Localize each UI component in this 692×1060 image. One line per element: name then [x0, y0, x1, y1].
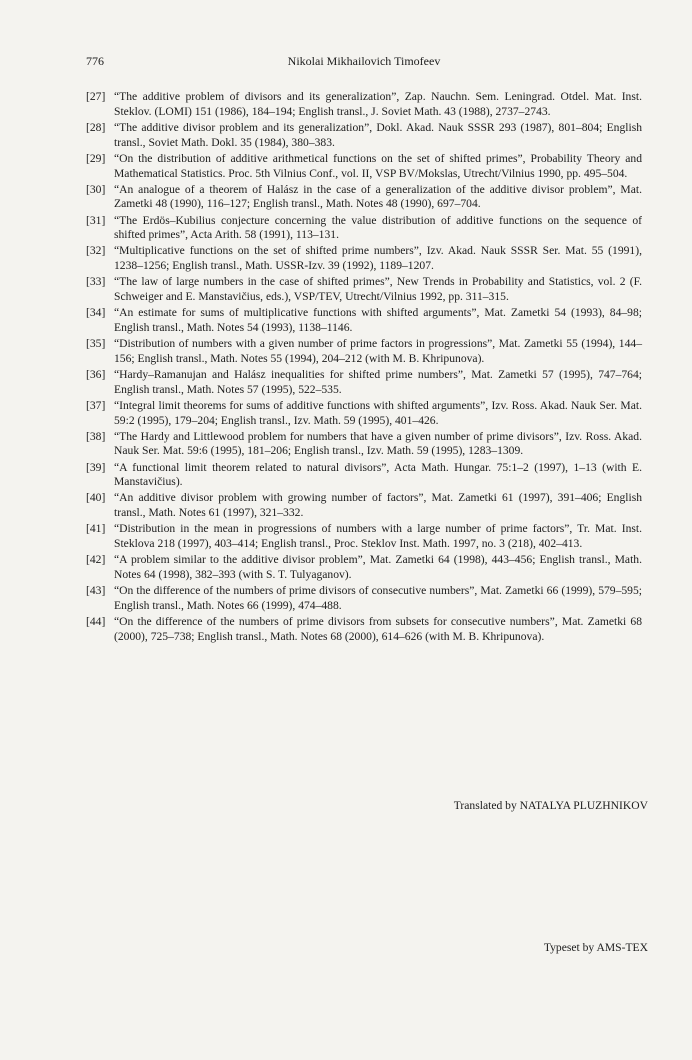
reference-number: [28] [86, 120, 106, 134]
reference-number: [30] [86, 182, 106, 196]
reference-number: [44] [86, 614, 106, 628]
reference-number: [43] [86, 584, 106, 597]
reference-number: [39] [86, 460, 106, 474]
reference-number: [29] [86, 151, 106, 165]
reference-item [86, 584, 642, 614]
reference-item [86, 152, 642, 182]
reference-text: “Hardy–Ramanujan and Halász inequalities for shifted prime numbers”, Mat. Zametki 57 (1995), 747–764; English transl., Math. Notes 57 (1995), 522–535. [114, 367, 642, 396]
reference-number: [32] [86, 244, 106, 258]
reference-item [86, 461, 642, 491]
page-header [86, 54, 642, 72]
reference-item [86, 306, 642, 336]
reference-number: [38] [86, 429, 106, 443]
reference-item [86, 337, 642, 367]
reference-number: [40] [86, 491, 106, 505]
reference-number: [31] [86, 213, 106, 227]
reference-item [86, 491, 642, 521]
reference-number: [34] [86, 306, 106, 320]
reference-text: “A problem similar to the additive divisor problem”, Mat. Zametki 64 (1998), 443–456; English transl., Math. Notes 64 (1998), 382–393 (with S. T. Tulyaganov). [114, 553, 642, 581]
reference-item [86, 275, 642, 305]
page-number: 776 [86, 54, 104, 68]
reference-text: “The additive problem of divisors and its generalization”, Zap. Nauchn. Sem. Leningrad. Otdel. Mat. Inst. Steklov. (LOMI) 151 (1986), 184–194; English transl., J. Soviet Math. 43 (1988), 2737–2743. [114, 90, 642, 118]
reference-item [86, 522, 642, 552]
reference-item [86, 183, 642, 213]
reference-text: “Distribution in the mean in progressions of numbers with a large number of prime factors”, Tr. Mat. Inst. Steklova 218 (1997), 403–414; English transl., Proc. Steklov Inst. Math. 1997, no. 3 (218), 402–413. [114, 522, 642, 551]
reference-text: “An estimate for sums of multiplicative functions with shifted arguments”, Mat. Zametki 54 (1993), 84–98; English transl., Math. Notes 54 (1993), 1138–1146. [114, 306, 642, 334]
reference-text: “On the distribution of additive arithmetical functions on the set of shifted primes”, Probability Theory and Mathematical Statistics. Proc. 5th Vilnius Conf., vol. II, VSP BV/Mokslas, Utrecht/Vilnius 1990, pp. 495–504. [114, 151, 642, 180]
reference-text: “The additive divisor problem and its generalization”, Dokl. Akad. Nauk SSSR 293 (1987), 801–804; English transl., Soviet Math. Dokl. 35 (1984), 380–383. [114, 120, 642, 149]
reference-item [86, 615, 642, 645]
reference-list [86, 90, 642, 646]
reference-text: “The Hardy and Littlewood problem for numbers that have a given number of prime divisors”, Izv. Ross. Akad. Nauk Ser. Mat. 59:6 (1995), 181–206; English transl., Izv. Math. 59 (1995), 1283–1309. [114, 429, 642, 458]
reference-text: “An analogue of a theorem of Halász in the case of a generalization of the additive divisor problem”, Mat. Zametki 48 (1990), 116–127; English transl., Math. Notes 48 (1990), 697–704. [114, 182, 642, 211]
reference-item [86, 121, 642, 151]
reference-text: “The Erdös–Kubilius conjecture concerning the value distribution of additive functions on the sequence of shifted primes”, Acta Arith. 58 (1991), 113–131. [114, 213, 642, 242]
translator-credit: Translated by NATALYA PLUZHNIKOV [453, 799, 648, 812]
reference-number: [35] [86, 337, 106, 350]
reference-number: [37] [86, 398, 106, 412]
reference-item [86, 368, 642, 398]
reference-item [86, 399, 642, 429]
reference-text: “The law of large numbers in the case of shifted primes”, New Trends in Probability and Statistics, vol. 2 (F. Schweiger and E. Manstavičius, eds.), VSP/TEV, Utrecht/Vilnius 1992, pp. 311–315. [114, 275, 642, 304]
reference-item [86, 214, 642, 244]
reference-text: “On the difference of the numbers of prime divisors from subsets for consecutive numbers”, Mat. Zametki 68 (2000), 725–738; English transl., Math. Notes 68 (2000), 614–626 (with M. B. Khripunova). [114, 614, 642, 643]
reference-text: “Multiplicative functions on the set of shifted prime numbers”, Izv. Akad. Nauk SSSR Ser. Mat. 55 (1991), 1238–1256; English transl., Math. USSR-Izv. 39 (1992), 1189–1207. [114, 244, 642, 273]
reference-number: [27] [86, 90, 106, 103]
reference-item [86, 553, 642, 583]
reference-number: [42] [86, 553, 106, 567]
reference-number: [41] [86, 522, 106, 536]
reference-item [86, 430, 642, 460]
reference-item [86, 244, 642, 274]
reference-text: “On the difference of the numbers of prime divisors of consecutive numbers”, Mat. Zametki 66 (1999), 579–595; English transl., Math. Notes 66 (1999), 474–488. [114, 584, 642, 612]
running-head: Nikolai Mikhailovich Timofeev [287, 54, 441, 68]
reference-text: “An additive divisor problem with growing number of factors”, Mat. Zametki 61 (1997), 391–406; English transl., Math. Notes 61 (1997), 321–332. [114, 491, 642, 520]
reference-text: “Integral limit theorems for sums of additive functions with shifted arguments”, Izv. Ross. Akad. Nauk Ser. Mat. 59:2 (1995), 179–204; English transl., Izv. Math. 59 (1995), 401–426. [114, 398, 642, 427]
typeset-credit: Typeset by AMS-TEX [543, 941, 648, 954]
reference-text: “A functional limit theorem related to natural divisors”, Acta Math. Hungar. 75:1–2 (1997), 1–13 (with E. Manstavičius). [114, 460, 642, 489]
reference-item [86, 90, 642, 120]
reference-number: [36] [86, 367, 106, 381]
reference-number: [33] [86, 275, 106, 289]
reference-text: “Distribution of numbers with a given number of prime factors in progressions”, Mat. Zametki 55 (1994), 144–156; English transl., Math. Notes 55 (1994), 204–212 (with M. B. Khripunova). [114, 337, 642, 365]
